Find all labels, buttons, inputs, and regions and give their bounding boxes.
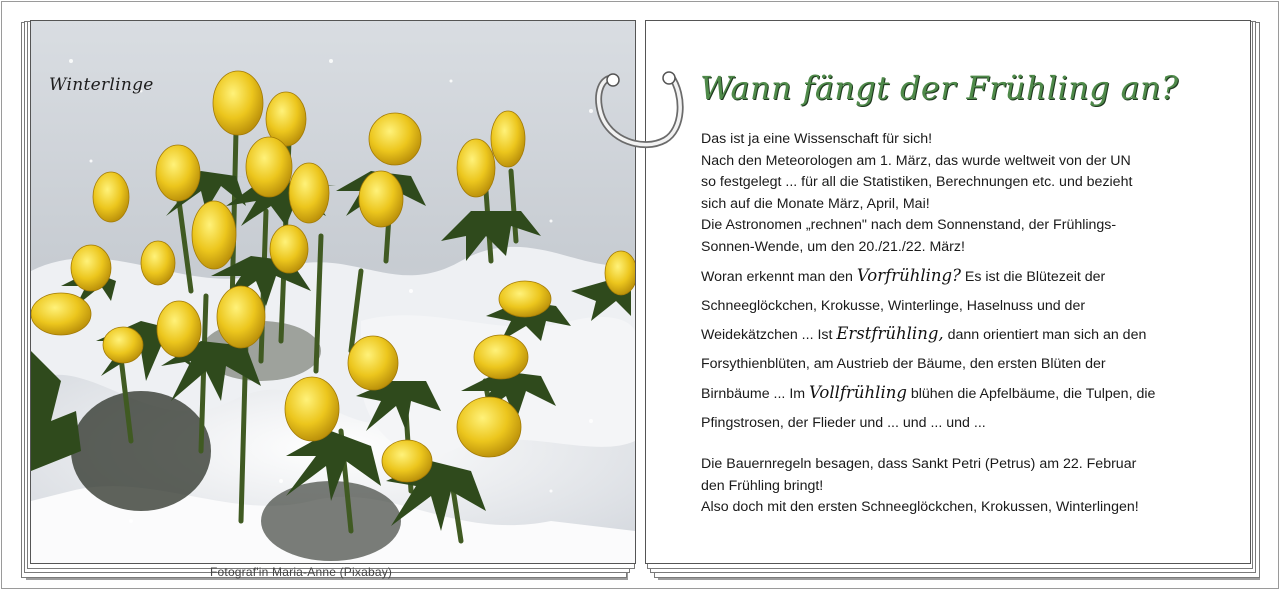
- text-line: Nach den Meteorologen am 1. März, das wurde weltweit von der UN: [701, 152, 1131, 169]
- text-line: Die Bauernregeln besagen, dass Sankt Petri (Petrus) am 22. Februar: [701, 456, 1137, 473]
- text-run: Birnbäume ... Im: [701, 385, 810, 402]
- binder-ring: [593, 66, 693, 156]
- paragraph-stages: [701, 262, 1201, 437]
- article-body: [701, 129, 1201, 519]
- highlight-vollfruehling: Vollfrühling: [809, 382, 907, 402]
- text-run: Weidekätzchen ... Ist: [701, 327, 837, 344]
- text-run: Forsythienblüten, am Austrieb der Bäume, den ersten Blüten der: [701, 356, 1106, 373]
- photo-credit: Fotograf'in Maria-Anne (Pixabay): [210, 565, 393, 579]
- text-line: Also doch mit den ersten Schneeglöckchen, Krokussen, Winterlingen!: [701, 499, 1139, 516]
- text-run: Pfingstrosen, der Flieder und ... und ... und ...: [701, 414, 986, 431]
- text-line: Das ist ja eine Wissenschaft für sich!: [701, 131, 933, 147]
- left-page: [30, 20, 636, 564]
- winterlinge-photo: [31, 21, 635, 563]
- text-run: dann orientiert man sich an den: [943, 327, 1147, 344]
- highlight-vorfruehling: Vorfrühling?: [856, 266, 961, 285]
- text-run: Schneeglöckchen, Krokusse, Winterlinge, Haselnuss und der: [701, 297, 1086, 314]
- highlight-erstfruehling: Erstfrühling,: [836, 324, 944, 344]
- text-line: Die Astronomen „rechnen" nach dem Sonnenstand, der Frühlings-: [701, 217, 1117, 233]
- right-page: [645, 20, 1251, 564]
- paragraph-bauernregeln: [701, 454, 1201, 519]
- article-title: Wann fängt der Frühling an?: [700, 69, 1179, 107]
- text-run: Es ist die Blütezeit der: [960, 269, 1106, 285]
- text-line: so festgelegt ... für all die Statistiken, Berechnungen etc. und bezieht: [701, 174, 1133, 190]
- photo-label: Winterlinge: [49, 75, 154, 95]
- text-run: blühen die Apfelbäume, die Tulpen, die: [906, 385, 1156, 402]
- text-line: Sonnen-Wende, um den 20./21./22. März!: [701, 238, 965, 255]
- paragraph-intro: [701, 129, 1201, 258]
- text-line: den Frühling bringt!: [701, 477, 824, 494]
- text-run: Woran erkennt man den: [701, 269, 857, 285]
- text-line: sich auf die Monate März, April, Mai!: [701, 195, 930, 212]
